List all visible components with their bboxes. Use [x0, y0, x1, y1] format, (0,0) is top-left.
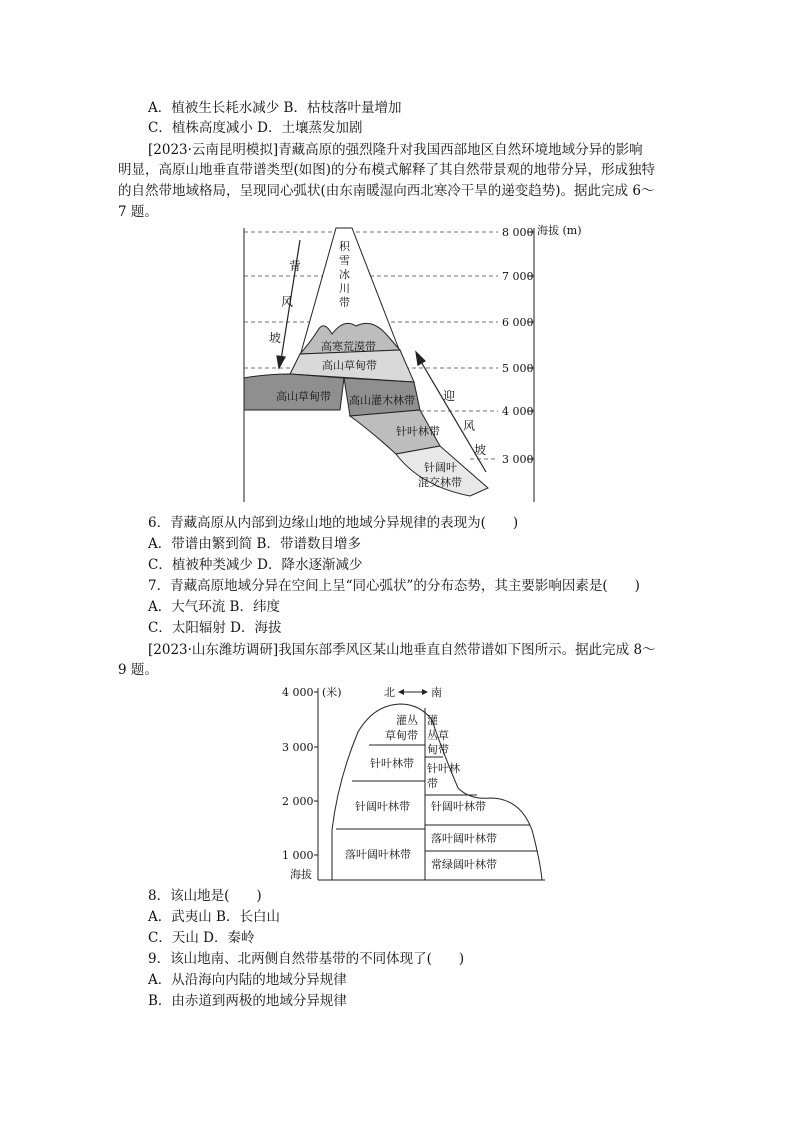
- q8-stem: 8．该山地是( ): [148, 888, 262, 904]
- s-shrub-3: 甸带: [427, 743, 449, 756]
- meadow-top-label: 高山草甸带: [322, 359, 377, 372]
- snow-label-3: 冰: [339, 268, 350, 281]
- tibet-vertical-zones-figure: [236, 220, 582, 510]
- intro-6-7-line1: [2023·云南昆明模拟]青藏高原的强烈隆升对我国西部地区自然环境地域分异的影响: [148, 142, 643, 158]
- intro-8-9-line2: 9 题。: [118, 662, 158, 678]
- f1-tick-3000: 3 000: [502, 453, 534, 466]
- q7-options-ab: A．大气环流 B．纬度: [148, 599, 280, 615]
- q5-options-cd: C．植株高度减小 D．土壤蒸发加剧: [148, 120, 363, 136]
- meadow-left-label: 高山草甸带: [276, 390, 331, 403]
- leeward-label-1: 背: [289, 259, 302, 273]
- f2-unit: (米): [322, 686, 342, 699]
- n-deciduous: 落叶阔叶林带: [345, 848, 411, 861]
- windward-label-1: 迎: [443, 389, 456, 403]
- f1-tick-8000: 8 000: [502, 226, 534, 239]
- q8-options-ab: A．武夷山 B．长白山: [148, 909, 280, 925]
- q6-stem: 6．青藏高原从内部到边缘山地的地域分异规律的表现为( ): [148, 515, 519, 531]
- intro-6-7-line4: 7 题。: [118, 204, 158, 220]
- leeward-label-3: 坡: [269, 331, 282, 345]
- q6-options-cd: C．植被种类减少 D．降水逐渐减少: [148, 557, 363, 573]
- f1-tick-4000: 4 000: [502, 405, 534, 418]
- n-conifer: 针叶林带: [370, 757, 414, 770]
- n-mixed: 针阔叶林带: [355, 800, 410, 813]
- q9-option-a: A．从沿海向内陆的地域分异规律: [148, 972, 347, 988]
- n-shrub-1: 灌丛: [396, 714, 418, 727]
- q7-options-cd: C．太阳辐射 D．海拔: [148, 620, 282, 636]
- f1-unit: 海拔 (m): [537, 224, 582, 237]
- n-shrub-2: 草甸带: [385, 729, 418, 742]
- s-shrub-2: 丛草: [427, 729, 449, 742]
- snow-label-5: 带: [339, 296, 350, 309]
- north-label: 北: [384, 686, 395, 699]
- mixed-label-2: 混交林带: [418, 476, 462, 489]
- f2-tick-2000: 2 000: [282, 795, 314, 808]
- eastern-mountain-zones-figure: [280, 682, 550, 882]
- s-shrub-1: 灌: [427, 714, 438, 727]
- intro-6-7-line3: 的自然带地域格局，呈现同心弧状(由东南暖湿向西北寒冷干旱的递变趋势)。据此完成 6～: [118, 183, 655, 199]
- s-evergreen: 常绿阔叶林带: [431, 858, 497, 871]
- q8-options-cd: C．天山 D．秦岭: [148, 930, 255, 946]
- f2-tick-3000: 3 000: [282, 741, 314, 754]
- q9-option-b: B．由赤道到两极的地域分异规律: [148, 993, 347, 1009]
- snow-label-2: 雪: [339, 254, 350, 267]
- leeward-label-2: 风: [281, 295, 294, 309]
- f1-tick-5000: 5 000: [502, 362, 534, 375]
- f2-tick-4000: 4 000: [282, 686, 314, 699]
- shrub-label: 高山灌木林带: [349, 394, 415, 407]
- mixed-label-1: 针阔叶: [424, 461, 457, 474]
- s-conifer-1: 针叶林: [427, 762, 460, 775]
- intro-6-7-line2: 明显，高原山地垂直带谱类型(如图)的分布模式解释了其自然带景观的地带分异，形成独特: [118, 162, 656, 178]
- windward-label-3: 坡: [474, 443, 487, 457]
- f2-tick-1000: 1 000: [282, 849, 314, 862]
- q7-stem: 7．青藏高原地域分异在空间上呈“同心弧状”的分布态势，其主要影响因素是( ): [148, 578, 640, 594]
- q5-options-ab: A．植被生长耗水减少 B．枯枝落叶量增加: [148, 100, 402, 116]
- f1-tick-7000: 7 000: [502, 270, 534, 283]
- s-deciduous: 落叶阔叶林带: [431, 832, 497, 845]
- q9-stem: 9．该山地南、北两侧自然带基带的不同体现了( ): [148, 951, 465, 967]
- south-label: 南: [431, 686, 442, 699]
- windward-label-2: 风: [463, 419, 476, 433]
- f1-tick-6000: 6 000: [502, 316, 534, 329]
- desert-label: 高寒荒漠带: [321, 340, 376, 353]
- f2-base-label: 海拔: [290, 868, 312, 881]
- conifer-label: 针叶林带: [396, 425, 440, 438]
- snow-label-1: 积: [339, 240, 350, 253]
- intro-8-9-line1: [2023·山东潍坊调研]我国东部季风区某山地垂直自然带谱如下图所示。据此完成 8～: [148, 642, 656, 658]
- q6-options-ab: A．带谱由繁到简 B．带谱数目增多: [148, 536, 361, 552]
- s-conifer-2: 带: [427, 777, 438, 790]
- s-mixed: 针阔叶林带: [431, 800, 486, 813]
- snow-label-4: 川: [339, 282, 350, 295]
